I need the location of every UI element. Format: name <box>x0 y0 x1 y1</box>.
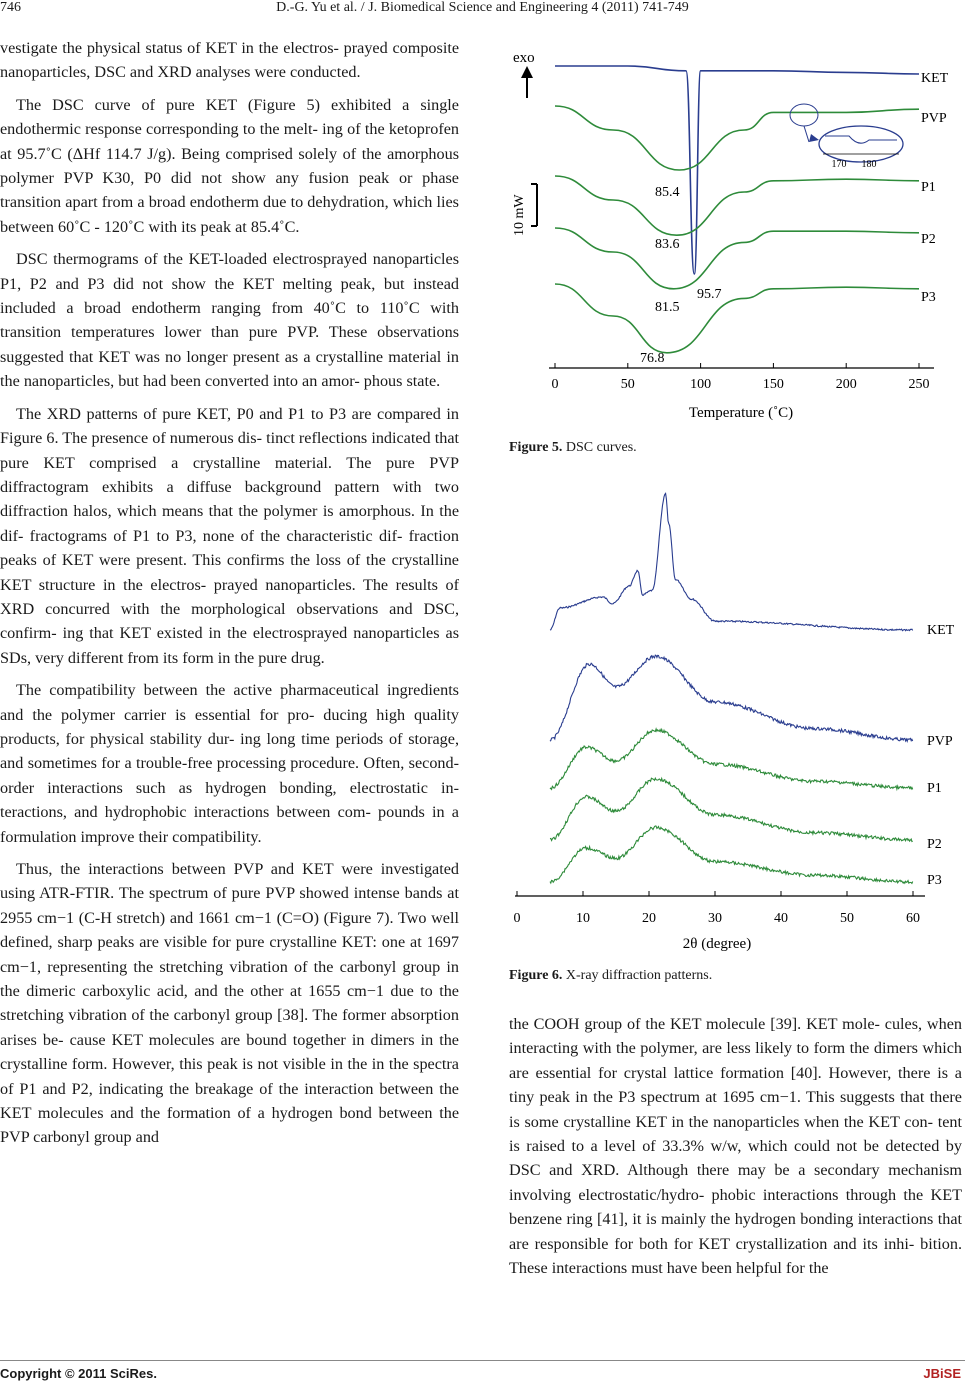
xrd-curve-p1 <box>550 729 913 790</box>
x-tick-label: 0 <box>551 377 559 392</box>
paragraph: The compatibility between the active pharmaceutical ingredients and the polymer carrier is essential for pro- ducing high quality products, for physical stability dur- ing long time periods of storage, and sometimes for a trouble-free processing procedure. Often, second-order interactions such as hydrogen bonding, electrostatic in- teractions, and hydrophobic interactions between com- pounds in a formulation improve their compatibility. <box>0 681 459 846</box>
paragraph: the COOH group of the KET molecule [39]. KET mole- cules, when interacting with the polymer, are less likely to form the dimers which are essential for crystal lattice formation [40]. However, there is a tiny peak in the P3 spectrum at 1695 cm−1. This suggests that there is some crystalline KET in the nanoparticles when the KET con- tent is raised to a level of 33.3% w/w, which could not be detected by DSC and XRD. Although there may be a secondary mechanism involving electrostatic/hydro- phobic interactions through the KET benzene ring [41], it is mainly the hydrogen bonding interactions that are responsible for both for KET crystallization and its inhi- bition. These interactions must have been helpful for the <box>509 1015 962 1278</box>
x-tick-label: 50 <box>620 377 635 392</box>
running-header: D.-G. Yu et al. / J. Biomedical Science and Engineering 4 (2011) 741-749 <box>276 0 689 15</box>
dsc-curve-p3 <box>555 284 919 353</box>
x-axis-label: 2θ (degree) <box>682 936 752 952</box>
caption-text: X-ray diffraction patterns. <box>562 968 713 983</box>
series-labels <box>927 623 955 888</box>
series-label-p3: P3 <box>921 290 936 305</box>
xrd-curve-pvp <box>550 655 913 741</box>
figure-5 <box>509 36 962 431</box>
x-ticks <box>552 363 930 392</box>
footer-divider <box>0 1360 965 1361</box>
page-number: 746 <box>0 0 21 15</box>
zoom-pointer <box>804 126 809 142</box>
series-label-pvp: PVP <box>927 734 953 749</box>
peak-label: 95.7 <box>697 287 722 302</box>
figure-6-caption <box>509 968 712 984</box>
x-tick-label: 100 <box>690 377 712 392</box>
xrd-curve-p3 <box>550 826 913 883</box>
series-label-pvp: PVP <box>921 111 947 126</box>
x-tick-label: 200 <box>835 377 857 392</box>
copyright: Copyright © 2011 SciRes. <box>0 1366 157 1381</box>
curves <box>550 493 913 883</box>
paragraph: vestigate the physical status of KET in the electros- prayed composite nanoparticles, DSC and XRD analyses were conducted. <box>0 39 459 82</box>
left-column <box>0 36 459 1150</box>
dsc-chart <box>509 36 962 431</box>
series-label-p1: P1 <box>921 180 936 195</box>
paragraph: DSC thermograms of the KET-loaded electrosprayed nanoparticles P1, P2 and P3 did not show the KET melting peak, but instead included a broad endotherm ranging from 40˚C to 110˚C with transition temperatures lower than pure PVP. These observations suggested that KET was no longer present as a crystalline material in the nanoparticles, but had been converted into an amor- phous state. <box>0 250 459 391</box>
xrd-curve-p2 <box>550 778 913 841</box>
curves <box>555 66 919 353</box>
xrd-chart <box>509 478 962 956</box>
series-label-ket: KET <box>921 71 949 86</box>
caption-text: DSC curves. <box>562 440 637 455</box>
x-tick-label: 40 <box>774 911 788 926</box>
series-label-p2: P2 <box>927 837 942 852</box>
caption-label: Figure 5. <box>509 440 563 455</box>
series-labels <box>921 71 949 305</box>
paragraph: The XRD patterns of pure KET, P0 and P1 to P3 are compared in Figure 6. The presence of numerous dis- tinct reflections indicated that pure KET comprised a crystalline material. The pure PVP diffractogram exhibits a diffuse background pattern with two diffraction halos, which means that the polymer is amorphous. In the dif- fractograms of P1 to P3, none of the characteristic dif- fraction peaks of KET were present. This confirms the loss of the crystalline KET structure in the electros- prayed nanoparticles. The results of XRD concurred with the morphological observations and DSC, confirm- ing that KET existed in the electrosprayed nanoparticles as SDs, very different from its form in the pure drug. <box>0 404 459 667</box>
x-tick-label: 30 <box>708 911 722 926</box>
paragraph: The DSC curve of pure KET (Figure 5) exhibited a single endothermic response corresponding to the melt- ing of the ketoprofen at 95.7˚C (ΔHf 114.7 J/g). Being comprised solely of the amorphous polymer PVP K30, P0 did not show any fusion peak or phase transition apart from a broad endotherm due to dehydration, which lies between 60˚C - 120˚C with its peak at 85.4˚C. <box>0 95 459 236</box>
inset <box>819 126 903 162</box>
dsc-curve-p2 <box>555 228 919 289</box>
figure-6 <box>509 478 962 956</box>
series-label-p1: P1 <box>927 781 942 796</box>
dsc-curve-p1 <box>555 176 919 235</box>
peak-label: 81.5 <box>655 300 680 315</box>
series-label-p2: P2 <box>921 232 936 247</box>
x-tick-label: 60 <box>906 911 920 926</box>
peak-label: 83.6 <box>655 237 680 252</box>
zoom-pointer-head <box>809 134 819 142</box>
x-tick-label: 0 <box>513 911 521 926</box>
peak-label: 76.8 <box>640 351 665 366</box>
figure-5-caption <box>509 440 637 456</box>
scale-label: 10 mW <box>512 194 527 236</box>
x-tick-label: 250 <box>908 377 930 392</box>
xrd-curve-ket <box>550 493 913 630</box>
series-label-ket: KET <box>927 623 955 638</box>
exo-label: exo <box>513 50 535 66</box>
x-axis-label: Temperature (˚C) <box>688 405 794 421</box>
exo-arrowhead <box>521 66 533 78</box>
series-label-p3: P3 <box>927 873 942 888</box>
right-column <box>509 1012 962 1280</box>
caption-label: Figure 6. <box>509 968 563 983</box>
zoom-circle <box>790 104 818 126</box>
inset-tick: 180 <box>861 159 877 170</box>
x-tick-label: 150 <box>762 377 784 392</box>
paragraph: Thus, the interactions between PVP and KET were investigated using ATR-FTIR. The spectrum of pure PVP showed intense bands at 2955 cm−1 (C-H stretch) and 1661 cm−1 (C=O) (Figure 7). Two well defined, sharp peaks are visible for pure crystalline KET: one at 1697 cm−1, representing the stretching vibration of the carbonyl group in the dimeric carboxylic acid, and the other at 1655 cm−1 due to the stretching vibration of the carbonyl group [38]. The former absorption arises be- cause KET molecules are bound together in dimers in the crystalline form. However, this peak is not visible in the in the spectra of P1 and P2, indicating the breakage of the interaction between the KET molecules and the formation of a hydrogen bond between the PVP carbonyl group and <box>0 860 459 1147</box>
x-tick-label: 10 <box>576 911 590 926</box>
x-tick-label: 20 <box>642 911 656 926</box>
inset-tick: 170 <box>831 159 847 170</box>
peak-label: 85.4 <box>655 185 680 200</box>
x-tick-label: 50 <box>840 911 854 926</box>
journal-name: JBiSE <box>923 1366 961 1381</box>
